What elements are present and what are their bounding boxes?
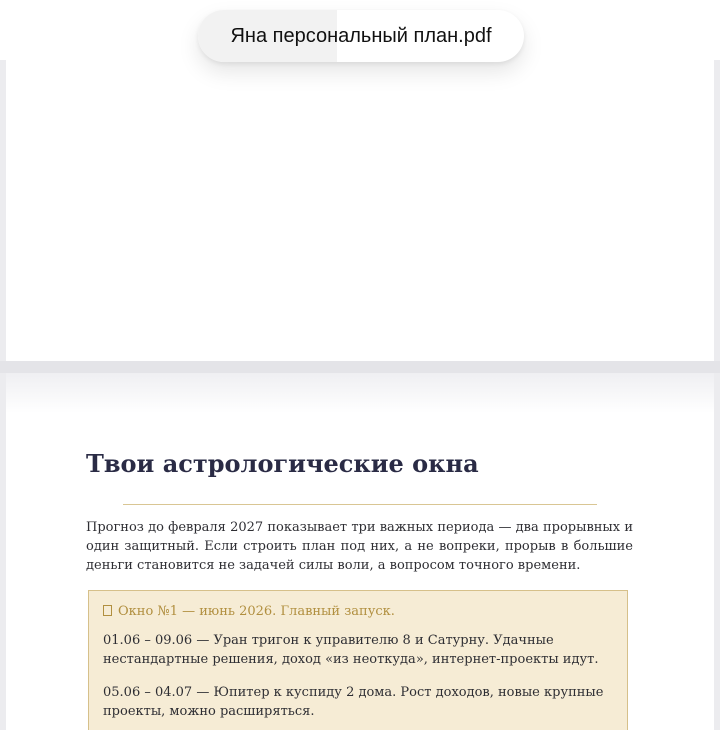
- window-1-item: 05.06 – 04.07 — Юпитер к куспиду 2 дома. Рост доходов, новые крупные проекты, можно расширяться.: [103, 685, 604, 719]
- document-title: Твои астрологические окна: [86, 449, 479, 478]
- page-top-shadow: [6, 373, 714, 413]
- intro-paragraph: Прогноз до февраля 2027 показывает три важных периода — два прорывных и один защитный. Если строить план под них, а не вопреки, прорыв в большие деньги становится не задачей силы воли, а вопросом точного времени.: [86, 520, 633, 573]
- file-name: Яна персональный план.pdf: [230, 24, 492, 47]
- page-separator: [0, 361, 720, 373]
- window-1-item: 01.06 – 09.06 — Уран тригон к управителю 8 и Сатурну. Удачные нестандартные решения, доход «из неоткуда», интернет-проекты идут.: [103, 633, 599, 667]
- pdf-page-1: [6, 60, 714, 361]
- window-1-heading-text: Окно №1 — июнь 2026. Главный запуск.: [118, 604, 395, 619]
- star-icon: [103, 605, 112, 616]
- viewer-right-margin: [714, 60, 720, 730]
- pdf-page-2: [6, 373, 714, 730]
- window-1-heading: [103, 602, 613, 621]
- title-divider: [123, 504, 597, 505]
- file-name-pill[interactable]: [198, 10, 524, 62]
- window-1-callout: [88, 590, 628, 730]
